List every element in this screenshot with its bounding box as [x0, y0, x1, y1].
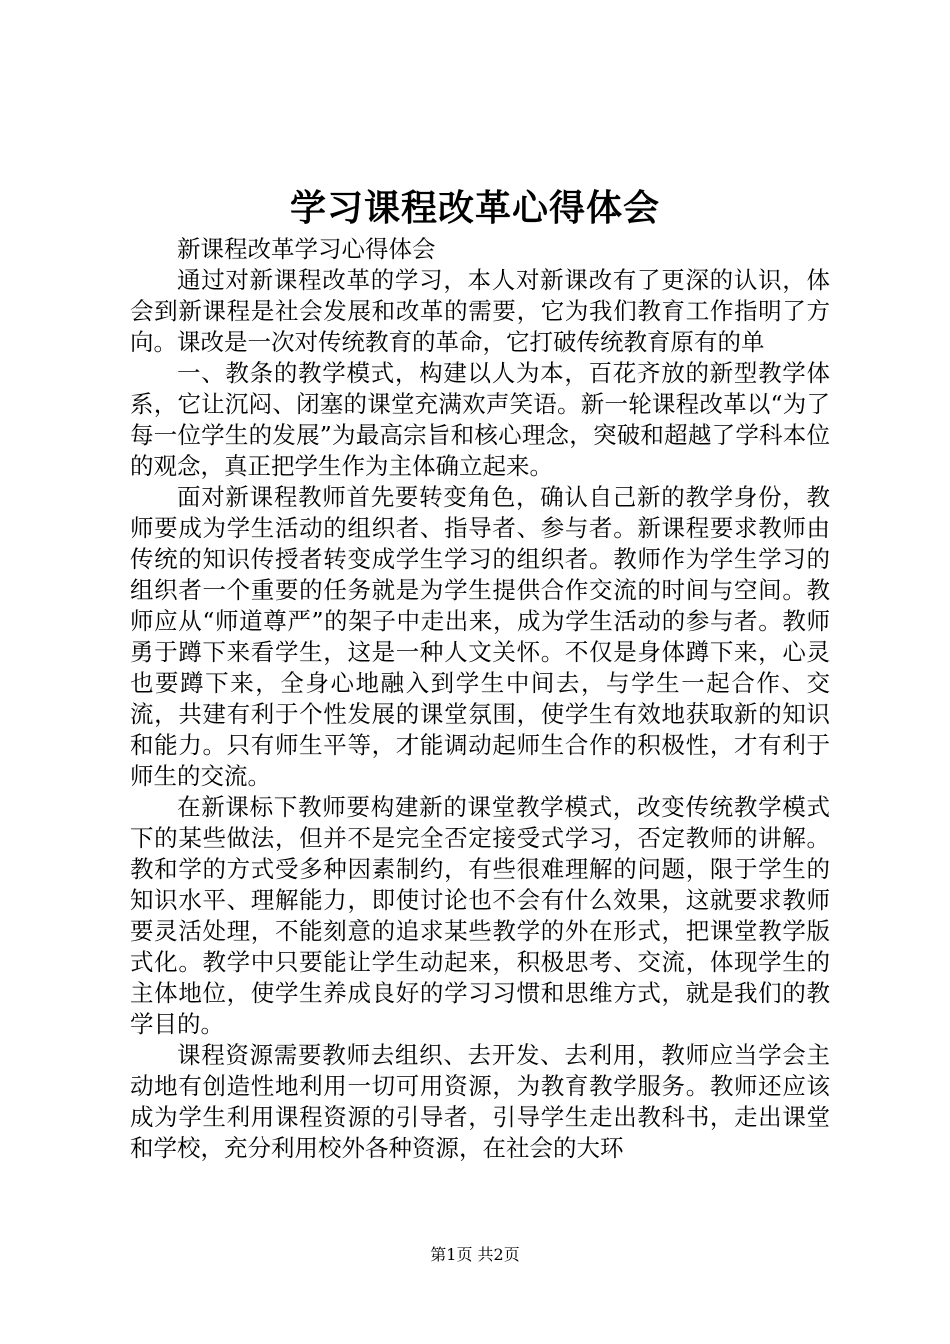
paragraph: 一、教条的教学模式，构建以人为本，百花齐放的新型教学体系，它让沉闷、闭塞的课堂充满欢声笑语。新一轮课程改革以“为了每一位学生的发展”为最高宗旨和核心理念，突破和超越了学科本位的观念，真正把学生作为主体确立起来。 — [130, 359, 830, 480]
paragraph: 在新课标下教师要构建新的课堂教学模式，改变传统教学模式下的某些做法，但并不是完全否定接受式学习，否定教师的讲解。教和学的方式受多种因素制约，有些很难理解的问题，限于学生的知识水平、理解能力，即使讨论也不会有什么效果，这就要求教师要灵活处理，不能刻意的追求某些教学的外在形式，把课堂教学版式化。教学中只要能让学生动起来，积极思考、交流，体现学生的主体地位，使学生养成良好的学习习惯和思维方式，就是我们的教学目的。 — [130, 793, 830, 1038]
document-body — [130, 234, 830, 1164]
document-title: 学习课程改革心得体会 — [289, 187, 660, 229]
paragraph-subtitle: 新课程改革学习心得体会 — [177, 235, 436, 263]
paragraph: 通过对新课程改革的学习，本人对新课改有了更深的认识，体会到新课程是社会发展和改革的需要，它为我们教育工作指明了方向。课改是一次对传统教育的革命，它打破传统教育原有的单 — [130, 266, 830, 356]
paragraph: 课程资源需要教师去组织、去开发、去利用，教师应当学会主动地有创造性地利用一切可用资源，为教育教学服务。教师还应该成为学生利用课程资源的引导者，引导学生走出教科书，走出课堂和学校，充分利用校外各种资源，在社会的大环 — [130, 1041, 830, 1162]
page-number-footer: 第1页 共2页 — [430, 1245, 520, 1264]
paragraph: 面对新课程教师首先要转变角色，确认自己新的教学身份，教师要成为学生活动的组织者、指导者、参与者。新课程要求教师由传统的知识传授者转变成学生学习的组织者。教师作为学生学习的组织者一个重要的任务就是为学生提供合作交流的时间与空间。教师应从“师道尊严”的架子中走出来，成为学生活动的参与者。教师勇于蹲下来看学生，这是一种人文关怀。不仅是身体蹲下来，心灵也要蹲下来，全身心地融入到学生中间去，与学生一起合作、交流，共建有利于个性发展的课堂氛围，使学生有效地获取新的知识和能力。只有师生平等，才能调动起师生合作的积极性，才有利于师生的交流。 — [130, 483, 830, 790]
